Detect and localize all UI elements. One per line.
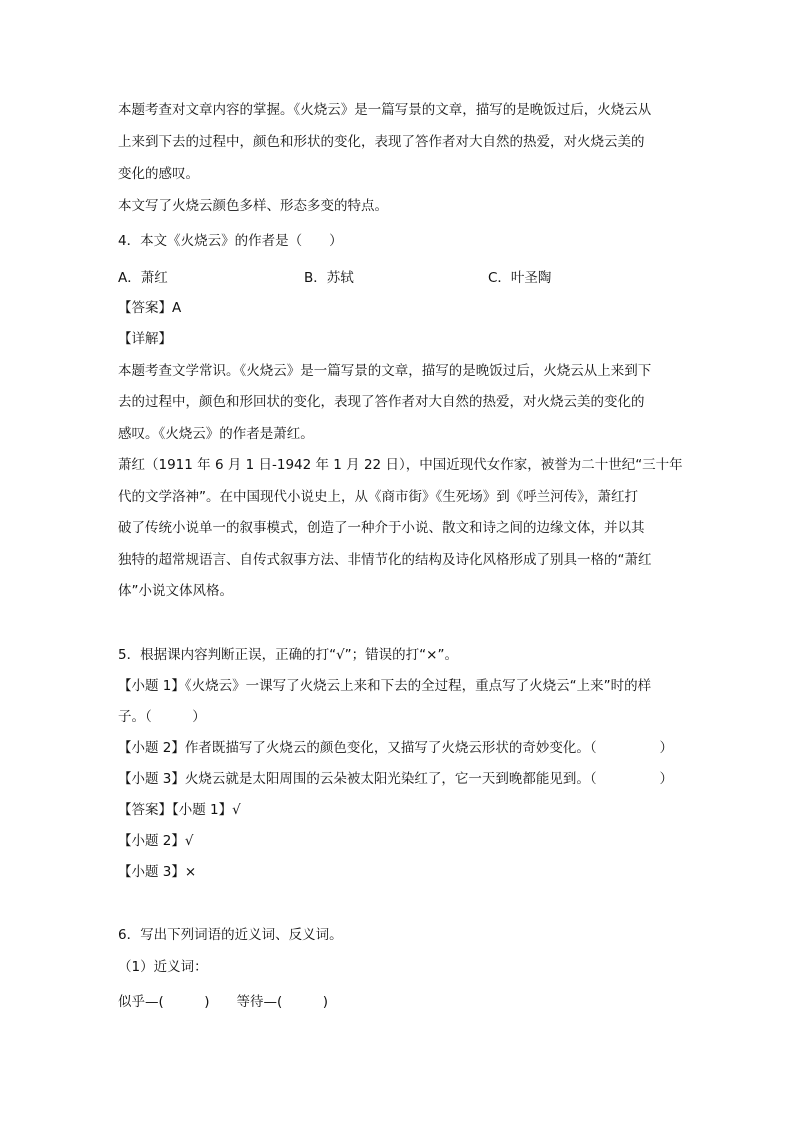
detail-line: 感叹。《火烧云》的作者是萧红。 [118,426,314,442]
question-4: 4．本文《火烧云》的作者是（ ） [118,233,343,249]
sub-question-1: 【小题 1】《火烧云》一课写了火烧云上来和下去的全过程，重点写了火烧云“上来”时的样 [118,678,652,694]
sub-question-2-close: ） [659,740,673,756]
choice-a: A．萧红 [118,270,168,286]
para-line: 本文写了火烧云颜色多样、形态多变的特点。 [118,198,388,214]
detail-line: 萧红（1911 年 6 月 1 日-1942 年 1 月 22 日），中国近现代女作家，被誉为二十世纪“三十年 [118,457,683,473]
para-line: 本题考查对文章内容的掌握。《火烧云》是一篇写景的文章，描写的是晚饭过后，火烧云从 [118,102,652,118]
answer-5-2: 【小题 2】√ [118,833,194,849]
detail-line: 体”小说文体风格。 [118,583,233,599]
answer-5-1: 【答案】【小题 1】√ [118,802,241,818]
sub-question-3 [118,770,673,788]
choice-c: C．叶圣陶 [488,270,552,286]
detail-line: 本题考查文学常识。《火烧云》是一篇写景的文章，描写的是晚饭过后，火烧云从上来到下 [118,363,652,379]
choice-b: B．苏轼 [304,270,354,286]
detail-line: 破了传统小说单一的叙事模式，创造了一种介于小说、散文和诗之间的边缘文体，并以其 [118,520,645,536]
detail-line: 代的文学洛神”。在中国现代小说史上，从《商市街》《生死场》到《呼兰河传》，萧红打 [118,489,638,505]
sub-question-1-cont: 子。（ ） [118,709,206,725]
para-line: 变化的感叹。 [118,166,199,182]
question-5: 5．根据课内容判断正误，正确的打“√”；错误的打“×”。 [118,647,458,663]
question-6-words: 似乎—( ) 等待—( ) [118,994,329,1010]
question-6-sub1: （1）近义词： [118,959,208,975]
para-line: 上来到下去的过程中，颜色和形状的变化，表现了答作者对大自然的热爱，对火烧云美的 [118,134,645,150]
detail-line: 独特的超常规语言、自传式叙事方法、非情节化的结构及诗化风格形成了别具一格的“萧红 [118,552,652,568]
sub-question-2 [118,739,673,757]
detail-line: 去的过程中，颜色和形回状的变化，表现了答作者对大自然的热爱，对火烧云美的变化的 [118,394,645,410]
answer-5-3: 【小题 3】× [118,864,197,880]
sub-question-3-text: 【小题 3】火烧云就是太阳周围的云朵被太阳光染红了，它一天到晚都能见到。（ [118,771,597,787]
answer-4: 【答案】A [118,300,182,316]
sub-question-2-text: 【小题 2】作者既描写了火烧云的颜色变化，又描写了火烧云形状的奇妙变化。（ [118,740,597,756]
question-4-choices [118,269,678,287]
detail-label: 【详解】 [118,331,172,347]
sub-question-3-close: ） [659,771,673,787]
question-6: 6．写出下列词语的近义词、反义词。 [118,927,343,943]
